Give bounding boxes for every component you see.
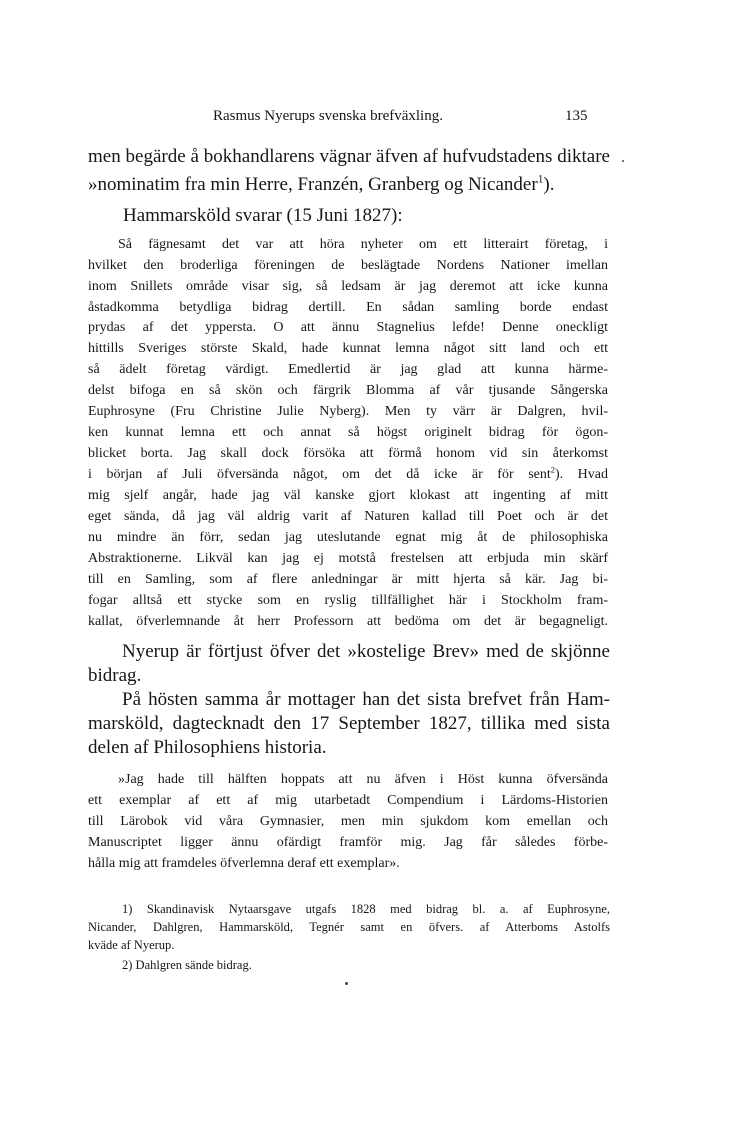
letter-line: till Lärobok vid våra Gymnasier, men min sjukdom kom emellan och [88,814,608,829]
footnote-line: Nicander, Dahlgren, Hammarsköld, Tegnér samt en öfvers. af Atterboms Astolfs [88,920,610,934]
footnote-line: 2) Dahlgren sände bidrag. [122,958,252,972]
running-title: Rasmus Nyerups svenska brefväxling. [213,108,443,124]
footnote-line: 1) Skandinavisk Nytaarsgave utgafs 1828 med bidrag bl. a. af Euphrosyne, [122,902,610,916]
scan-speck [345,982,348,985]
letter-line: kallat, öfverlemnande åt herr Professorn att bedöma om det är begagneligt. [88,614,608,629]
body-line: Nyerup är förtjust öfver det »kostelige Brev» med de skjönne [122,641,610,662]
letter-line: mig sjelf angår, hade jag väl kanske gjort klokast att ingenting af mitt [88,488,608,503]
letter-line: delst bifoga en så skön och färgrik Blomma af vår tjusande Sångerska [88,383,608,398]
letter-line: Abstraktionerne. Likväl kan jag ej motstå frestelsen att erbjuda min skärf [88,551,608,566]
body-line: marsköld, dagtecknadt den 17 September 1827, tillika med sista [88,713,610,734]
letter-line: inom Snillets område visar sig, så ledsam är jag deremot att icke kunna [88,279,608,294]
letter-line: prydas af det yppersta. O att ännu Stagnelius lefde! Denne oneckligt [88,320,608,335]
letter-line: till en Samling, som af flere anledningar är mitt hjerta så kär. Jag bi- [88,572,608,587]
scan-speck [622,160,624,162]
letter-line: nu mindre än förr, sedan jag uteslutande egnat mig åt de philosophiska [88,530,608,545]
letter-line: hvilket den broderliga föreningen de beslägtade Nordens Nationer imellan [88,258,608,273]
section-heading: Hammarsköld svarar (15 Juni 1827): [123,205,403,226]
page-number: 135 [565,108,588,124]
letter-line: blicket borta. Jag skall dock försöka att förmå honom vid sin återkomst [88,446,608,461]
letter-line: hålla mig att framdeles öfverlemna deraf ett exemplar». [88,856,400,871]
letter-line: fogar alltså ett stycke som en ryslig tillfällighet här i Stockholm fram- [88,593,608,608]
letter-line: Euphrosyne (Fru Christine Julie Nyberg). Men ty värr är Dalgren, hvil- [88,404,608,419]
body-line: delen af Philosophiens historia. [88,737,327,758]
footnote-ref: 1 [537,173,544,186]
letter-line: ett exemplar af ett af mig utarbetadt Compendium i Lärdoms-Historien [88,793,608,808]
letter-line: Manuscriptet ligger ännu ofärdigt framför mig. Jag får således förbe- [88,835,608,850]
letter-line: i början af Juli öfversända något, om det då icke är för sent$^2$). Hvad [88,465,608,482]
intro-line: men begärde å bokhandlarens vägnar äfven af hufvudstadens diktare [88,146,610,167]
footnote-ref: 2 [550,465,555,475]
letter-line: hittills Sveriges störste Skald, hade kunnat lemna något sitt land och ett [88,341,608,356]
intro-line: »nominatim fra min Herre, Franzén, Granberg og Nicander$^1$). [88,173,555,195]
letter-line: så ädelt företag värdigt. Emedlertid är jag glad att kunna härme- [88,362,608,377]
body-line: På hösten samma år mottager han det sista brefvet från Ham- [122,689,610,710]
letter-line: eget sända, då jag väl aldrig varit af Naturen kallad till Poet och är det [88,509,608,524]
letter-line: ken kunnat lemna ett och annat så högst originelt bidrag för ögon- [88,425,608,440]
letter-line: »Jag hade till hälften hoppats att nu äfven i Höst kunna öfversända [118,772,608,787]
footnote-line: kväde af Nyerup. [88,938,175,952]
letter-line: Så fägnesamt det var att höra nyheter om ett litterairt företag, i [118,237,608,252]
letter-line: åstadkomma betydliga bidrag dertill. En sådan samling borde endast [88,300,608,315]
body-line: bidrag. [88,665,142,686]
